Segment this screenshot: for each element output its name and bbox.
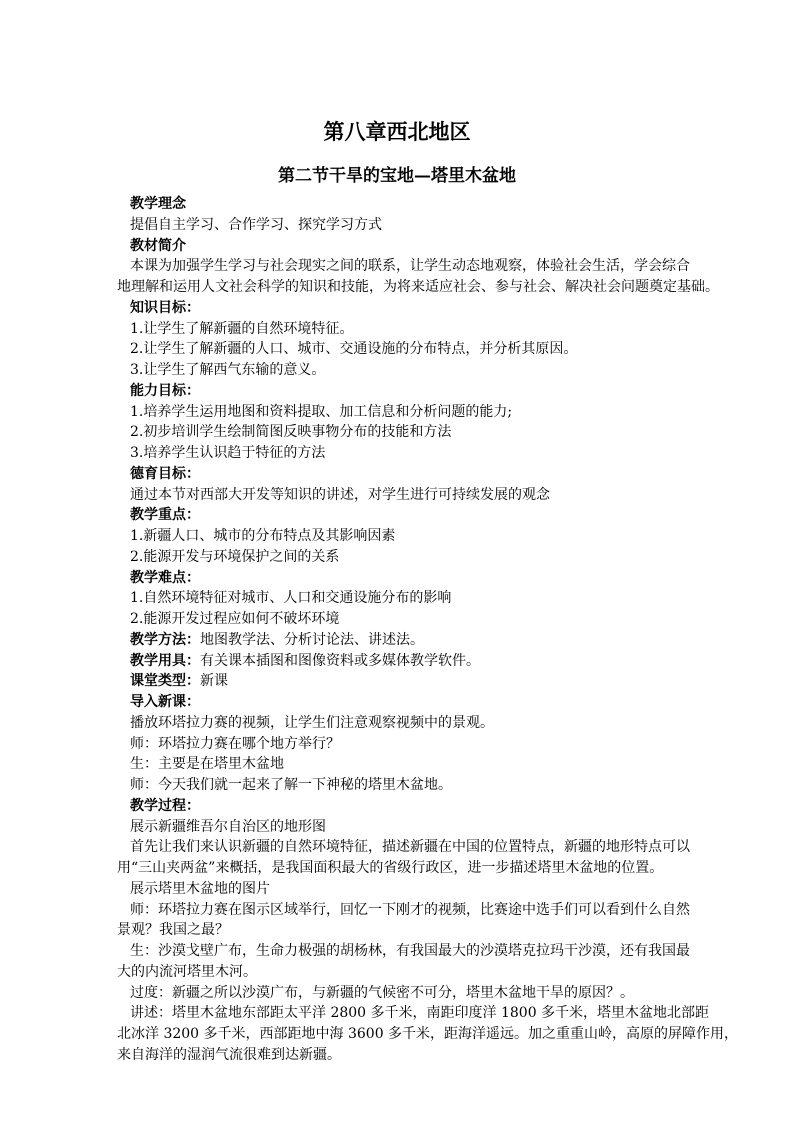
paragraph-line: 首先让我们来认识新疆的自然环境特征，描述新疆在中国的位置特点，新疆的地形特点可以 — [130, 839, 690, 856]
labeled-line — [117, 651, 697, 672]
paragraph-line: 2.能源开发与环境保护之间的关系 — [130, 548, 340, 565]
section-heading: 教材简介 — [130, 237, 186, 254]
paragraph-line: 师：环塔拉力赛在图示区域举行，回忆一下刚才的视频，比赛途中选手们可以看到什么自然 — [130, 901, 690, 918]
paragraph-line: 师：环塔拉力赛在哪个地方举行？ — [130, 735, 340, 752]
paragraph-line: 师：今天我们就一起来了解一下神秘的塔里木盆地。 — [130, 777, 452, 793]
paragraph-line: 2.让学生了解新疆的人口、城市、交通设施的分布特点，并分析其原因。 — [130, 341, 578, 358]
line-label: 课堂类型： — [130, 673, 200, 690]
paragraph-line: 生：沙漠戈壁广布，生命力极强的胡杨林，有我国最大的沙漠塔克拉玛干沙漠，还有我国最 — [130, 943, 690, 959]
section-heading: 德育目标： — [130, 465, 200, 482]
paragraph-continuation: 用“三山夹两盆”来概括，是我国面积最大的省级行政区，进一步描述塔里木盆地的位置。 — [117, 860, 664, 876]
paragraph-line: 过度：新疆之所以沙漠广布，与新疆的气候密不可分，塔里木盆地干旱的原因？。 — [130, 984, 634, 1001]
paragraph-continuation: 地理解和运用人文社会科学的知识和技能，为将来适应社会、参与社会、解决社会问题奠定基础。 — [117, 279, 719, 295]
chapter-title: 第八章西北地区 — [323, 119, 471, 144]
paragraph-continuation: 来自海洋的湿润气流很难到达新疆。 — [117, 1046, 341, 1063]
section-heading: 教学难点： — [130, 569, 200, 586]
paragraph-continuation: 北冰洋 3200 多千米，西部距地中海 3600 多千米，距海洋遥远。加之重重山岭，高原的屏障作用， — [117, 1026, 739, 1042]
labeled-line — [117, 630, 697, 651]
line-value: 地图教学法、分析讨论法、讲述法。 — [200, 631, 424, 648]
line-value: 新课 — [200, 673, 228, 690]
paragraph-line: 播放环塔拉力赛的视频，让学生们注意观察视频中的景观。 — [130, 714, 494, 731]
section-heading: 教学理念 — [130, 196, 186, 212]
paragraph-line: 1.新疆人口、城市的分布特点及其影响因素 — [130, 528, 396, 544]
paragraph-line: 3.培养学生认识趋于特征的方法 — [130, 445, 326, 461]
section-heading: 知识目标： — [130, 299, 200, 316]
line-value: 有关课本插图和图像资料或多媒体教学软件。 — [200, 652, 480, 669]
paragraph-line: 1.培养学生运用地图和资料提取、加工信息和分析问题的能力; — [130, 403, 513, 420]
section-title: 第二节干旱的宝地—塔里木盆地 — [278, 166, 516, 186]
paragraph-line: 讲述：塔里木盆地东部距太平洋 2800 多千米，南距印度洋 1800 多千米，塔里木盆地北部距 — [130, 1005, 710, 1022]
paragraph-line: 展示新疆维吾尔自治区的地形图 — [130, 818, 326, 835]
section-heading: 教学重点： — [130, 507, 200, 524]
line-label: 教学方法： — [130, 631, 200, 648]
paragraph-line: 1.让学生了解新疆的自然环境特征。 — [130, 320, 354, 337]
paragraph-line: 通过本节对西部大开发等知识的讲述，对学生进行可持续发展的观念 — [130, 486, 550, 503]
paragraph-line: 展示塔里木盆地的图片 — [130, 880, 270, 897]
paragraph-line: 3.让学生了解西气东输的意义。 — [130, 362, 326, 378]
paragraph-line: 2.初步培训学生绘制简图反映事物分布的技能和方法 — [130, 424, 452, 441]
paragraph-line: 生：主要是在塔里木盆地 — [130, 756, 284, 773]
line-label: 教学用具： — [130, 652, 200, 669]
paragraph-line: 提倡自主学习、合作学习、探究学习方式 — [130, 216, 382, 233]
section-heading: 教学过程： — [130, 797, 200, 814]
section-heading: 导入新课： — [130, 694, 200, 710]
paragraph-line: 1.自然环境特征对城市、人口和交通设施分布的影响 — [130, 590, 452, 607]
section-heading: 能力目标： — [130, 382, 200, 399]
labeled-line — [117, 671, 697, 692]
paragraph-continuation: 大的内流河塔里木河。 — [117, 963, 257, 980]
paragraph-line: 本课为加强学生学习与社会现实之间的联系，让学生动态地观察，体验社会生活，学会综合 — [130, 258, 690, 275]
paragraph-line: 2.能源开发过程应如何不破坏环境 — [130, 611, 340, 627]
lesson-plan-body — [117, 194, 739, 1066]
paragraph-continuation: 景观？我国之最？ — [117, 922, 229, 939]
